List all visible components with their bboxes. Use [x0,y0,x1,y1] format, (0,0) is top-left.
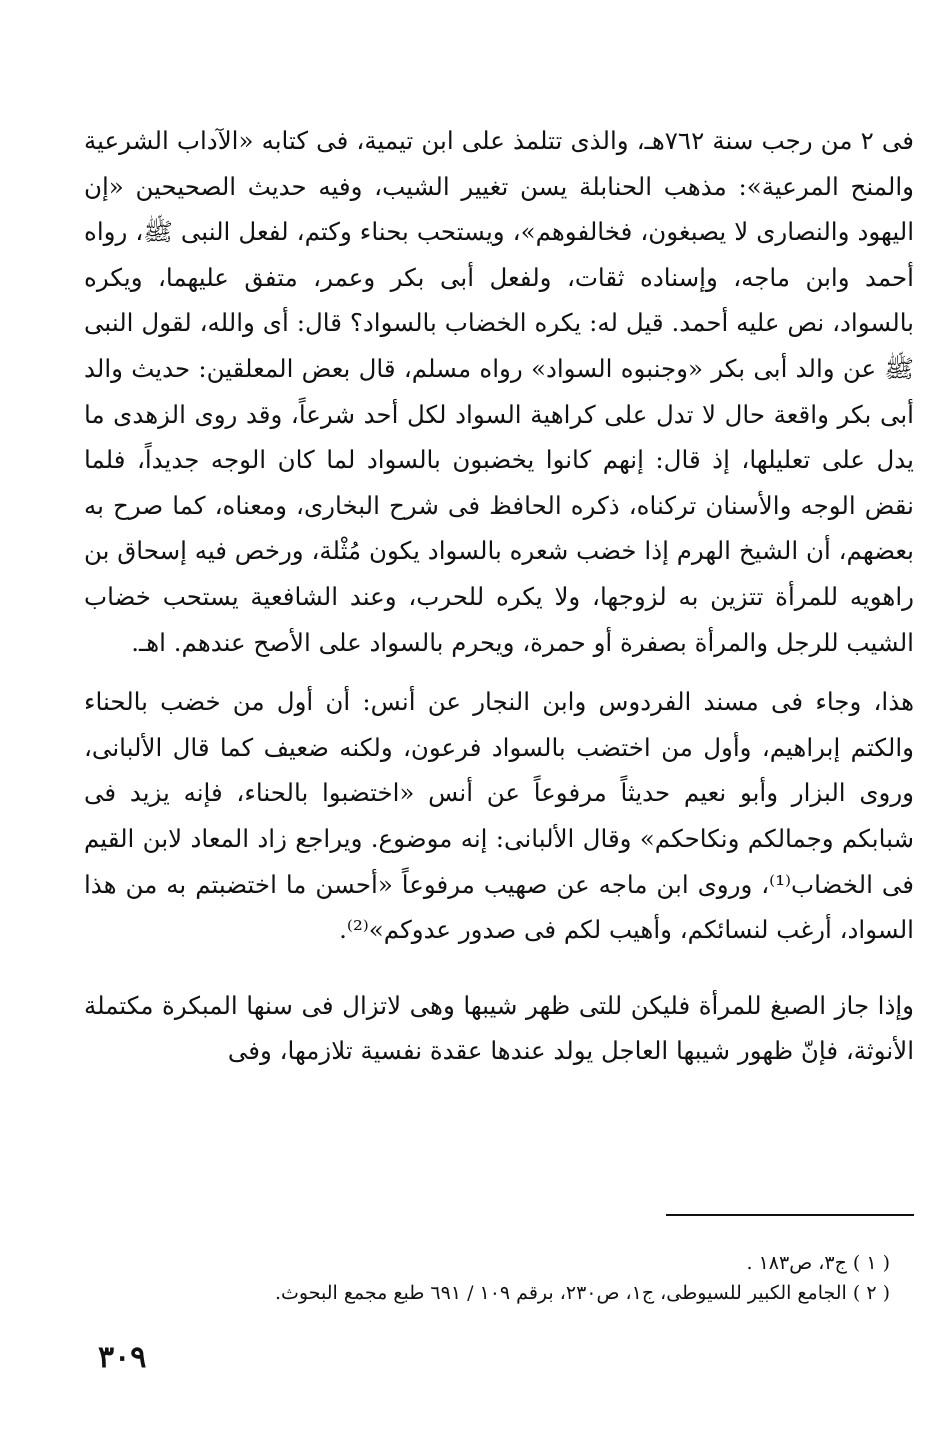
page-number: ٣٠٩ [98,1340,147,1375]
footnote-2: ( ٢ ) الجامع الكبير للسيوطى، ج١، ص٢٣٠، برقم ١٠٩ / ٦٩١ طبع مجمع البحوث. [274,1282,890,1304]
footnotes [130,1248,890,1308]
footnote-separator [666,1214,914,1216]
paragraph-spacer [84,953,914,983]
paragraph-spacer [84,665,914,679]
paragraph-1: فى ٢ من رجب سنة ٧٦٢هـ، والذى تتلمذ على ابن تيمية، فى كتابه «الآداب الشرعية والمنح المرعية»: مذهب الحنابلة يسن تغيير الشيب، وفيه حديث الصحيحين «إن اليهود والنصارى لا يصبغون، فخالفوهم»، ويستحب بحناء وكتم، لفعل النبى ﷺ، رواه أحمد وابن ماجه، وإسناده ثقات، ولفعل أبى بكر وعمر، متفق عليهما، ويكره بالسواد، نص عليه أحمد. قيل له: يكره الخضاب بالسواد؟ قال: أى والله، لقول النبى ﷺ عن والد أبى بكر «وجنبوه السواد» رواه مسلم، قال بعض المعلقين: حديث والد أبى بكر واقعة حال لا تدل على كراهية السواد لكل أحد شرعاً، وقد روى الزهدى ما يدل على تعليلها، إذ قال: إنهم كانوا يخضبون بالسواد لما كان الوجه جديداً، فلما نقض الوجه والأسنان تركناه، ذكره الحافظ فى شرح البخارى، ومعناه، كما صرح به بعضهم، أن الشيخ الهرم إذا خضب شعره بالسواد يكون مُثْلة، ورخص فيه إسحاق بن راهويه للمرأة تتزين به لزوجها، ولا يكره للحرب، وعند الشافعية يستحب خضاب الشيب للرجل والمرأة بصفرة أو حمرة، ويحرم بالسواد على الأصح عندهم. اهـ. [84,126,915,657]
main-text [84,118,914,1074]
paragraph-2: هذا، وجاء فى مسند الفردوس وابن النجار عن أنس: أن أول من خضب بالحناء والكتم إبراهيم، وأول من اختضب بالسواد فرعون، ولكنه ضعيف كما قال الألبانى، وروى البزار وأبو نعيم حديثاً مرفوعاً عن أنس «اختضبوا بالحناء، فإنه يزيد فى شبابكم وجمالكم ونكاحكم» وقال الألبانى: إنه موضوع. ويراجع زاد المعاد لابن القيم فى الخضاب⁽¹⁾، وروى ابن ماجه عن صهيب مرفوعاً «أحسن ما اختضبتم به من هذا السواد، أرغب لنسائكم، وأهيب لكم فى صدور عدوكم»⁽²⁾. [84,687,914,945]
paragraph-3: وإذا جاز الصبغ للمرأة فليكن للتى ظهر شيبها وهى لاتزال فى سنها المبكرة مكتملة الأنوثة، فإنّ ظهور شيبها العاجل يولد عندها عقدة نفسية تلازمها، وفى [84,990,914,1066]
footnote-1: ( ١ ) ج٣، ص١٨٣ . [746,1252,890,1274]
